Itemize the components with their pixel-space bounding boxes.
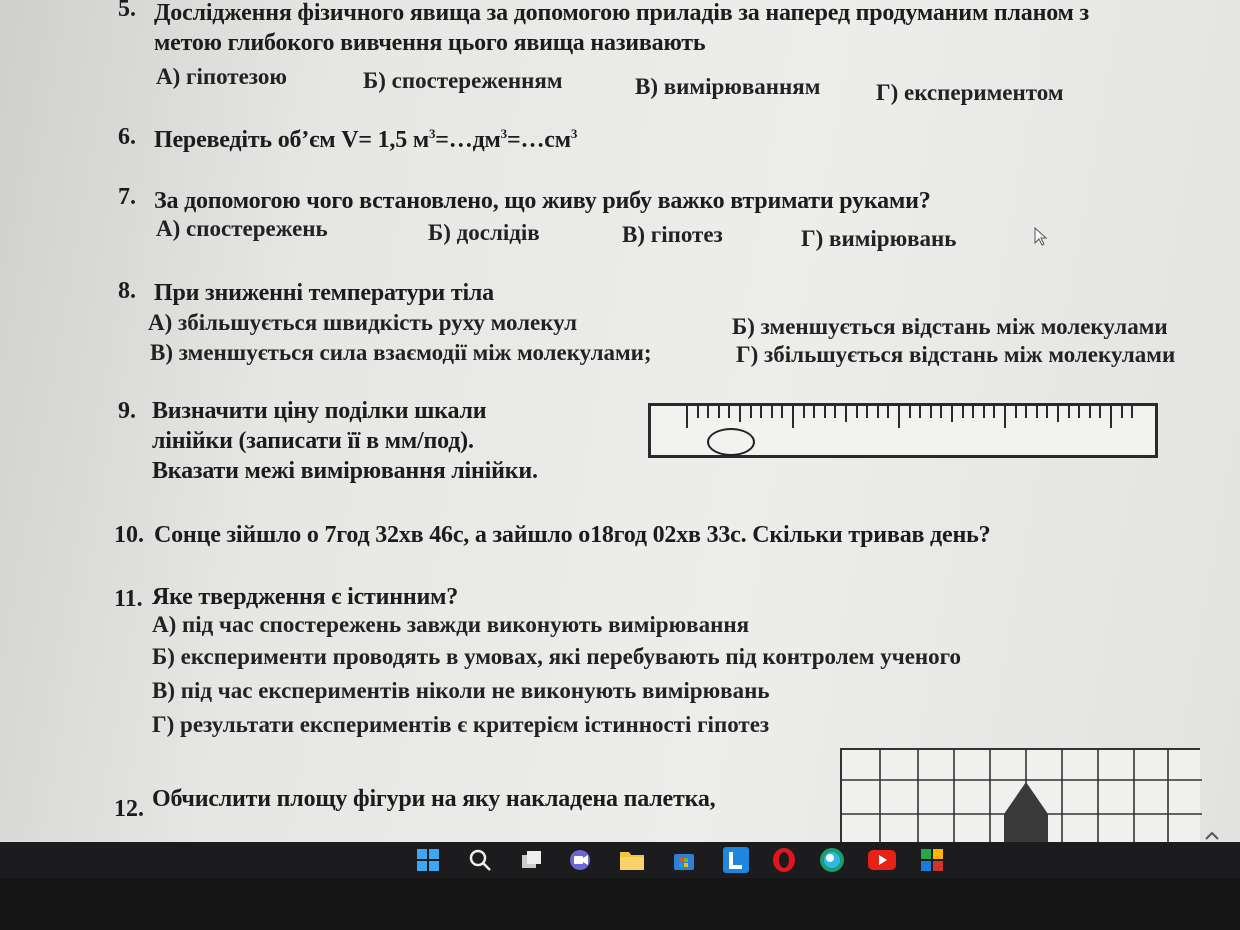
- ruler-tick: [940, 406, 942, 418]
- ruler-tick: [962, 406, 964, 418]
- ruler-tick: [951, 406, 953, 422]
- ruler-tick: [1068, 406, 1070, 418]
- q7-text: За допомогою чого встановлено, що живу рибу важко втримати руками?: [154, 188, 931, 214]
- microsoft-store-icon[interactable]: [670, 846, 698, 874]
- ruler-tick: [728, 406, 730, 418]
- q9-text-line3: Вказати межі вимірювання лінійки.: [152, 458, 538, 484]
- ruler-tick: [1046, 406, 1048, 418]
- ruler-tick: [898, 406, 900, 428]
- q11-option-d: Г) результати експериментів є критерієм істинності гіпотез: [152, 712, 770, 737]
- q8-option-c: В) зменшується сила взаємодії між молекулами;: [150, 340, 652, 365]
- q12-number: 12.: [114, 796, 144, 822]
- q7-number: 7.: [118, 184, 136, 210]
- ruler-tick: [1110, 406, 1112, 428]
- q7-option-d: Г) вимірювань: [801, 226, 957, 251]
- ruler-tick: [771, 406, 773, 418]
- ruler-tick: [1036, 406, 1038, 418]
- youtube-icon[interactable]: [868, 846, 896, 874]
- q11-option-a: А) під час спостережень завжди виконують вимірювання: [152, 612, 750, 637]
- q6-text: Переведіть об’єм V= 1,5 $м^3=\dots дм^3=\dots см^3$: [154, 126, 578, 153]
- ruler-tick: [877, 406, 879, 418]
- q8-text: При зниженні температури тіла: [154, 280, 494, 306]
- ruler-tick: [803, 406, 805, 418]
- ruler-tick: [993, 406, 995, 418]
- ruler-tick: [845, 406, 847, 422]
- ruler-tick: [856, 406, 858, 418]
- mouse-cursor-icon: [1034, 227, 1048, 247]
- ruler-tick: [834, 406, 836, 418]
- q10-text: Сонце зійшло о 7год 32хв 46с, а зайшло о18год 02хв 33с. Скільки тривав день?: [154, 522, 991, 548]
- monitor-bezel: [0, 878, 1240, 930]
- q9-number: 9.: [118, 398, 136, 424]
- q11-number: 11.: [114, 586, 143, 612]
- ruler-tick: [760, 406, 762, 418]
- ruler-tick: [824, 406, 826, 418]
- ruler-tick: [1089, 406, 1091, 418]
- q5-option-a: А) гіпотезою: [156, 64, 287, 89]
- q10-number: 10.: [114, 522, 144, 548]
- search-icon[interactable]: [466, 846, 494, 874]
- chevron-up-icon[interactable]: [1198, 822, 1226, 850]
- q5-text-line1: Дослідження фізичного явища за допомогою приладів за наперед продуманим планом з: [154, 0, 1089, 26]
- figure-triangle: [1004, 782, 1048, 814]
- ruler-tick: [972, 406, 974, 418]
- opera-icon[interactable]: [770, 846, 798, 874]
- q11-text: Яке твердження є істинним?: [152, 584, 459, 610]
- ruler-tick: [1057, 406, 1059, 422]
- q8-option-a: А) збільшується швидкість руху молекул: [148, 310, 578, 335]
- q11-option-c: В) під час експериментів ніколи не виконують вимірювань: [152, 678, 770, 703]
- ruler-tick: [1131, 406, 1133, 418]
- paletka-grid-lines: [842, 750, 1202, 842]
- windows-start-icon[interactable]: [414, 846, 442, 874]
- q5-option-d: Г) експериментом: [876, 80, 1064, 105]
- ruler-tick: [750, 406, 752, 418]
- q12-text: Обчислити площу фігури на яку накладена палетка,: [152, 786, 716, 812]
- task-view-icon[interactable]: [518, 846, 546, 874]
- ruler-tick: [1004, 406, 1006, 428]
- ruler-diagram: [648, 403, 1158, 458]
- ruler-tick: [983, 406, 985, 418]
- ruler-tick: [739, 406, 741, 422]
- q9-text-line2: лінійки (записати її в мм/под).: [152, 428, 474, 454]
- ruler-tick: [1015, 406, 1017, 418]
- edge-icon[interactable]: [818, 846, 846, 874]
- q5-number: 5.: [118, 0, 136, 22]
- file-explorer-icon[interactable]: [618, 846, 646, 874]
- figure-body: [1004, 814, 1048, 842]
- paletka-grid: [840, 748, 1200, 842]
- ruler-tick: [1099, 406, 1101, 418]
- q6-number: 6.: [118, 124, 136, 150]
- q11-option-b: Б) експерименти проводять в умовах, які перебувають під контролем ученого: [152, 644, 962, 669]
- l-app-icon[interactable]: [722, 846, 750, 874]
- q8-option-d: Г) збільшується відстань між молекулами: [736, 342, 1176, 367]
- q9-text-line1: Визначити ціну поділки шкали: [152, 398, 487, 424]
- q5-option-b: Б) спостереженням: [363, 68, 563, 93]
- ruler-tick: [887, 406, 889, 418]
- teams-chat-icon[interactable]: [566, 846, 594, 874]
- ruler-tick: [909, 406, 911, 418]
- ruler-tick: [781, 406, 783, 418]
- taskbar: [0, 842, 1240, 878]
- camtasia-icon[interactable]: [918, 846, 946, 874]
- ruler-unit-label: [707, 428, 755, 456]
- ruler-tick: [1078, 406, 1080, 418]
- ruler-tick: [1025, 406, 1027, 418]
- ruler-tick: [930, 406, 932, 418]
- ruler-tick: [697, 406, 699, 418]
- q5-text-line2: метою глибокого вивчення цього явища називають: [154, 30, 706, 56]
- q8-option-b: Б) зменшується відстань між молекулами: [732, 314, 1168, 339]
- ruler-tick: [919, 406, 921, 418]
- ruler-tick: [707, 406, 709, 418]
- q7-option-b: Б) дослідів: [428, 220, 540, 245]
- q5-option-c: В) вимірюванням: [635, 74, 821, 99]
- q8-number: 8.: [118, 278, 136, 304]
- ruler-tick: [866, 406, 868, 418]
- document-page: [8, 0, 1236, 842]
- q7-option-c: В) гіпотез: [622, 222, 723, 247]
- ruler-tick: [1121, 406, 1123, 418]
- q7-option-a: А) спостережень: [156, 216, 328, 241]
- ruler-tick: [813, 406, 815, 418]
- ruler-tick: [718, 406, 720, 418]
- ruler-tick: [792, 406, 794, 428]
- ruler-tick: [686, 406, 688, 428]
